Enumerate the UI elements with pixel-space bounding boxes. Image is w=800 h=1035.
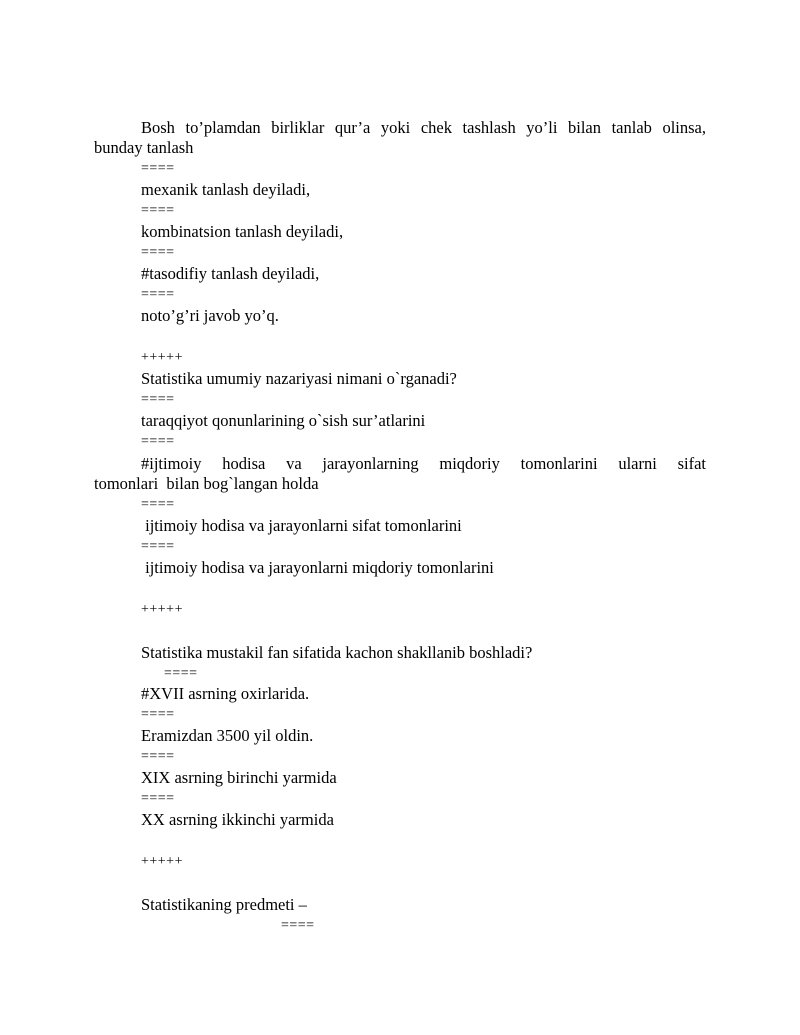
question-1-option-4: noto’g’ri javob yo’q.: [141, 306, 279, 325]
question-3-option-3: XIX asrning birinchi yarmida: [141, 768, 337, 787]
option-separator: ====: [141, 203, 175, 218]
option-separator: ====: [141, 539, 175, 554]
question-1-option-1: mexanik tanlash deyiladi,: [141, 180, 311, 199]
option-separator: ====: [141, 707, 175, 722]
question-2-option-2-line-1: #ijtimoiy hodisa va jarayonlarning miqdoriy tomonlarini ularni sifat: [141, 454, 706, 473]
question-2-option-2-line-2: tomonlari bilan bog`langan holda: [94, 474, 319, 493]
question-1-option-3-correct: #tasodifiy tanlash deyiladi,: [141, 264, 320, 283]
option-separator: ====: [141, 245, 175, 260]
option-separator: ====: [141, 287, 175, 302]
option-separator: ====: [141, 161, 175, 176]
question-separator: +++++: [141, 350, 183, 365]
question-3-stem: Statistika mustakil fan sifatida kachon shakllanib boshladi?: [141, 643, 533, 662]
option-separator: ====: [141, 392, 175, 407]
question-1-stem-line-2: bunday tanlash: [94, 138, 194, 157]
option-separator: ====: [164, 666, 198, 681]
option-separator: ====: [141, 791, 175, 806]
question-3-option-4: XX asrning ikkinchi yarmida: [141, 810, 334, 829]
question-3-option-2: Eramizdan 3500 yil oldin.: [141, 726, 314, 745]
option-separator: ====: [281, 918, 315, 933]
question-2-option-4: ijtimoiy hodisa va jarayonlarni miqdoriy tomonlarini: [141, 558, 494, 577]
question-1-option-2: kombinatsion tanlash deyiladi,: [141, 222, 344, 241]
question-4-stem: Statistikaning predmeti –: [141, 895, 307, 914]
question-2-stem: Statistika umumiy nazariyasi nimani o`rganadi?: [141, 369, 457, 388]
question-2-option-1: taraqqiyot qonunlarining o`sish sur’atlarini: [141, 411, 426, 430]
question-separator: +++++: [141, 602, 183, 617]
question-3-option-1-correct: #XVII asrning oxirlarida.: [141, 684, 310, 703]
question-1-stem-line-1: Bosh to’plamdan birliklar qur’a yoki chek tashlash yo’li bilan tanlab olinsa,: [141, 118, 706, 137]
question-2-option-3: ijtimoiy hodisa va jarayonlarni sifat tomonlarini: [141, 516, 462, 535]
question-1-stem: [94, 117, 706, 138]
question-2-option-2-correct: [141, 453, 706, 474]
option-separator: ====: [141, 497, 175, 512]
option-separator: ====: [141, 434, 175, 449]
option-separator: ====: [141, 749, 175, 764]
question-separator: +++++: [141, 854, 183, 869]
